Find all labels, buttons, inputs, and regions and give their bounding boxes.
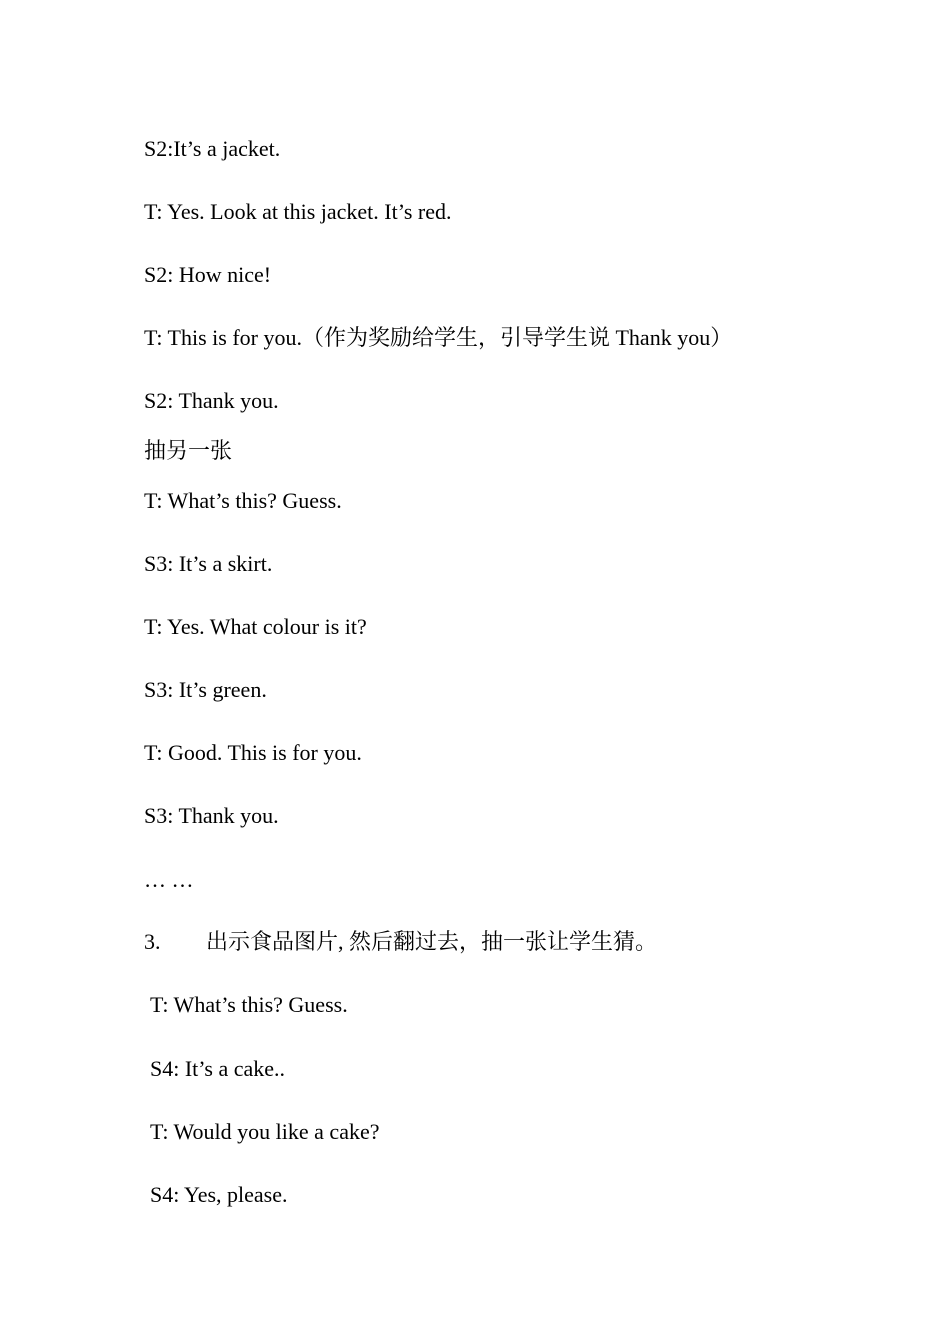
dialogue-line: T: What’s this? Guess. [144, 488, 342, 513]
step-number: 3. [144, 929, 161, 954]
ellipsis-line: … … [144, 867, 194, 892]
dialogue-line: S2: How nice! [144, 262, 272, 287]
dialogue-line: T: Good. This is for you. [144, 740, 362, 765]
dialogue-line: S4: It’s a cake.. [150, 1056, 286, 1081]
dialogue-line: T: This is for you.（作为奖励给学生，引导学生说 Thank you） [144, 325, 733, 350]
dialogue-line: T: Yes. What colour is it? [144, 614, 367, 639]
dialogue-line: S3: Thank you. [144, 803, 279, 828]
step-text: 出示食品图片, 然后翻过去，抽一张让学生猜。 [206, 929, 658, 954]
dialogue-line: S3: It’s a skirt. [144, 551, 273, 576]
dialogue-line: S2: Thank you. [144, 388, 279, 413]
instruction-line: 抽另一张 [144, 438, 233, 463]
dialogue-line: S4: Yes, please. [150, 1182, 288, 1207]
dialogue-line: T: Would you like a cake? [150, 1119, 380, 1144]
dialogue-line: S2:It’s a jacket. [144, 136, 281, 161]
dialogue-line: T: Yes. Look at this jacket. It’s red. [144, 199, 452, 224]
dialogue-line: T: What’s this? Guess. [150, 992, 348, 1017]
dialogue-line: S3: It’s green. [144, 677, 267, 702]
